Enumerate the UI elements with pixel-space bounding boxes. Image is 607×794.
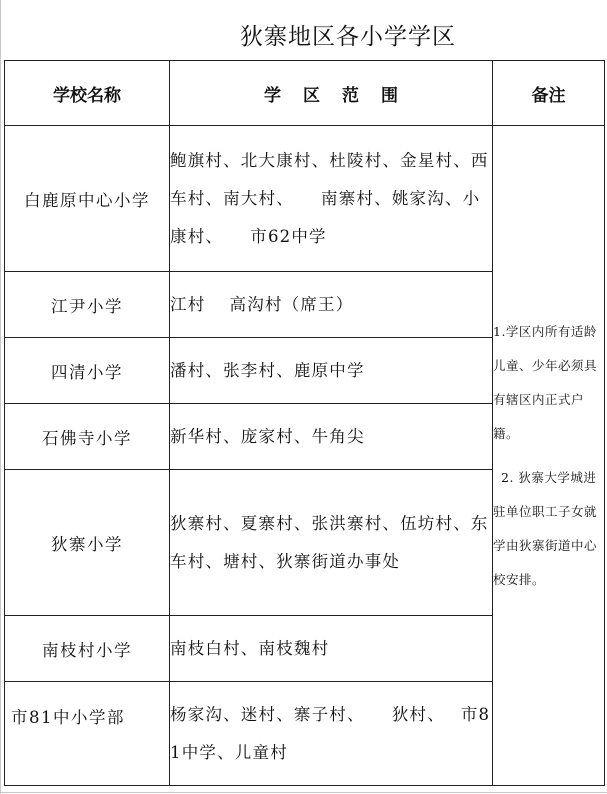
remark-item: 2. 狄寨大学城进驻单位职工子女就学由狄寨街道中心校安排。: [493, 469, 598, 587]
page-left-edge: [0, 0, 1, 794]
school-name-cell: 江尹小学: [5, 272, 170, 338]
page-bottom-edge: [0, 792, 607, 793]
district-range-cell: 江村 高沟村（席王）: [170, 272, 493, 338]
district-range-cell: 新华村、庞家村、牛角尖: [170, 404, 493, 470]
remarks-cell: [493, 126, 605, 786]
school-name-cell: 白鹿原中心小学: [5, 126, 170, 272]
district-range-cell: 杨家沟、迷村、寨子村、 狄村、 市81中学、儿童村: [170, 682, 493, 786]
school-district-table: [4, 60, 605, 786]
school-name-cell: 石佛寺小学: [5, 404, 170, 470]
school-name-cell: 四清小学: [5, 338, 170, 404]
school-name-cell: 市81中小学部: [5, 682, 170, 786]
header-row: [5, 61, 605, 126]
document-title: 狄寨地区各小学学区: [240, 24, 456, 50]
district-range-cell: 潘村、张李村、鹿原中学: [170, 338, 493, 404]
header-remarks: 备注: [493, 61, 605, 126]
district-range-cell: 鲍旗村、北大康村、杜陵村、金星村、西车村、南大村、 南寨村、姚家沟、小康村、 市62中学: [170, 126, 493, 272]
district-range-cell: 狄寨村、夏寨村、张洪寨村、伍坊村、东车村、塘村、狄寨街道办事处: [170, 470, 493, 616]
school-name-cell: 南枝村小学: [5, 616, 170, 682]
remark-item: 1.学区内所有适龄儿童、少年必须具有辖区内正式户籍。: [493, 323, 598, 441]
district-range-cell: 南枝白村、南枝魏村: [170, 616, 493, 682]
header-district-range: 学区范围: [170, 61, 493, 126]
table-row: [5, 126, 605, 272]
header-school-name: 学校名称: [5, 61, 170, 126]
school-name-cell: 狄寨小学: [5, 470, 170, 616]
